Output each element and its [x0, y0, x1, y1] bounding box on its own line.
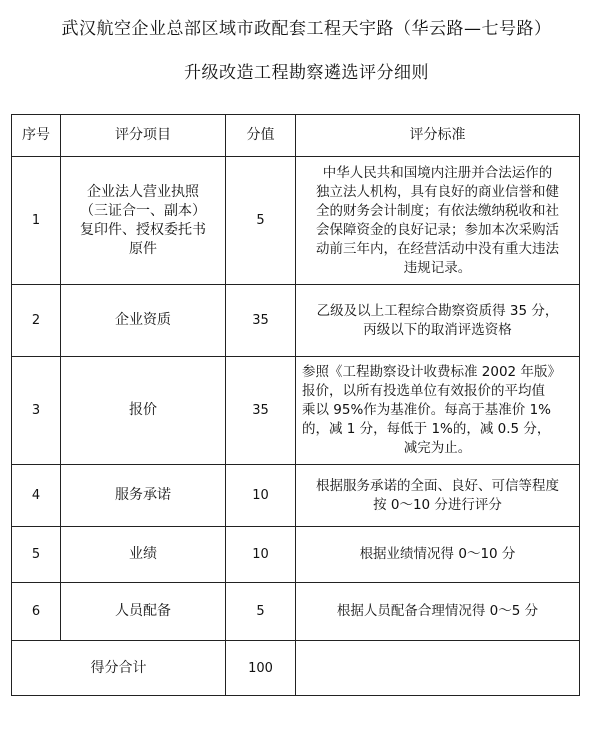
row-index: 2: [12, 285, 61, 357]
criteria-line: 按 0～10 分进行评分: [373, 496, 502, 513]
criteria-line: 根据人员配备合理情况得 0～5 分: [336, 603, 539, 619]
document-title-line2: 升级改造工程勘察遴选评分细则: [184, 63, 429, 83]
criteria-line: 减完为止。: [403, 440, 472, 456]
criteria-line: 乘以 95%作为基准价。每高于基准价 1%: [302, 402, 552, 418]
criteria-line: 中华人民共和国境内注册并合法运作的: [322, 164, 553, 181]
row-score: 35: [226, 357, 296, 465]
criteria-line: 违规记录。: [403, 259, 472, 276]
item-line: 服务承诺: [115, 487, 171, 503]
row-item: [61, 465, 226, 527]
row-criteria: [296, 285, 580, 357]
criteria-line: 动前三年内，在经营活动中没有重大违法: [316, 240, 559, 257]
total-score: 100: [226, 641, 296, 696]
row-item: [61, 157, 226, 285]
criteria-line: 全的财务会计制度；有依法缴纳税收和社: [316, 202, 559, 219]
row-item: [61, 285, 226, 357]
total-label: 得分合计: [12, 641, 226, 696]
criteria-line: 参照《工程勘察设计收费标准 2002 年版》: [302, 364, 561, 380]
item-line: 企业资质: [115, 312, 171, 328]
row-score: 10: [226, 527, 296, 583]
table-row: [12, 465, 580, 527]
row-index: 1: [12, 157, 61, 285]
row-criteria: [296, 465, 580, 527]
criteria-line: 根据服务承诺的全面、良好、可信等程度: [316, 477, 559, 494]
item-line: 业绩: [129, 546, 157, 562]
row-item: [61, 357, 226, 465]
row-index: 3: [12, 357, 61, 465]
row-criteria: [296, 527, 580, 583]
header-index: 序号: [12, 115, 61, 157]
row-index: 4: [12, 465, 61, 527]
item-line: 原件: [129, 240, 157, 257]
table-row: [12, 583, 580, 641]
item-line: （三证合一、副本）: [80, 202, 206, 219]
table-header-row: [12, 115, 580, 157]
item-line: 报价: [129, 402, 157, 418]
row-item: [61, 583, 226, 641]
row-score: 5: [226, 157, 296, 285]
criteria-line: 报价，以所有投选单位有效报价的平均值: [302, 383, 545, 399]
header-score: 分值: [226, 115, 296, 157]
row-criteria: [296, 357, 580, 465]
table-row: [12, 527, 580, 583]
scoring-table: [11, 114, 580, 696]
criteria-line: 丙级以下的取消评选资格: [363, 321, 512, 338]
criteria-line: 会保障资金的良好记录；参加本次采购活: [316, 221, 559, 238]
table-row: [12, 157, 580, 285]
criteria-line: 乙级及以上工程综合勘察资质得 35 分，: [316, 302, 559, 319]
row-item: [61, 527, 226, 583]
table-row: [12, 285, 580, 357]
header-criteria: 评分标准: [296, 115, 580, 157]
item-line: 人员配备: [115, 603, 171, 619]
criteria-line: 根据业绩情况得 0～10 分: [359, 546, 516, 562]
row-index: 5: [12, 527, 61, 583]
criteria-line: 的，减 1 分，每低于 1%的，减 0.5 分，: [302, 421, 551, 437]
header-item: 评分项目: [61, 115, 226, 157]
row-score: 10: [226, 465, 296, 527]
row-score: 35: [226, 285, 296, 357]
row-score: 5: [226, 583, 296, 641]
total-criteria: [296, 641, 580, 696]
item-line: 企业法人营业执照: [87, 183, 199, 200]
item-line: 复印件、授权委托书: [80, 221, 206, 238]
document-title-line1: 武汉航空企业总部区域市政配套工程天宇路（华云路—七号路）: [61, 19, 552, 39]
table-row: [12, 357, 580, 465]
row-criteria: [296, 157, 580, 285]
table-total-row: [12, 641, 580, 696]
row-index: 6: [12, 583, 61, 641]
criteria-line: 独立法人机构，具有良好的商业信誉和健: [316, 183, 559, 200]
row-criteria: [296, 583, 580, 641]
